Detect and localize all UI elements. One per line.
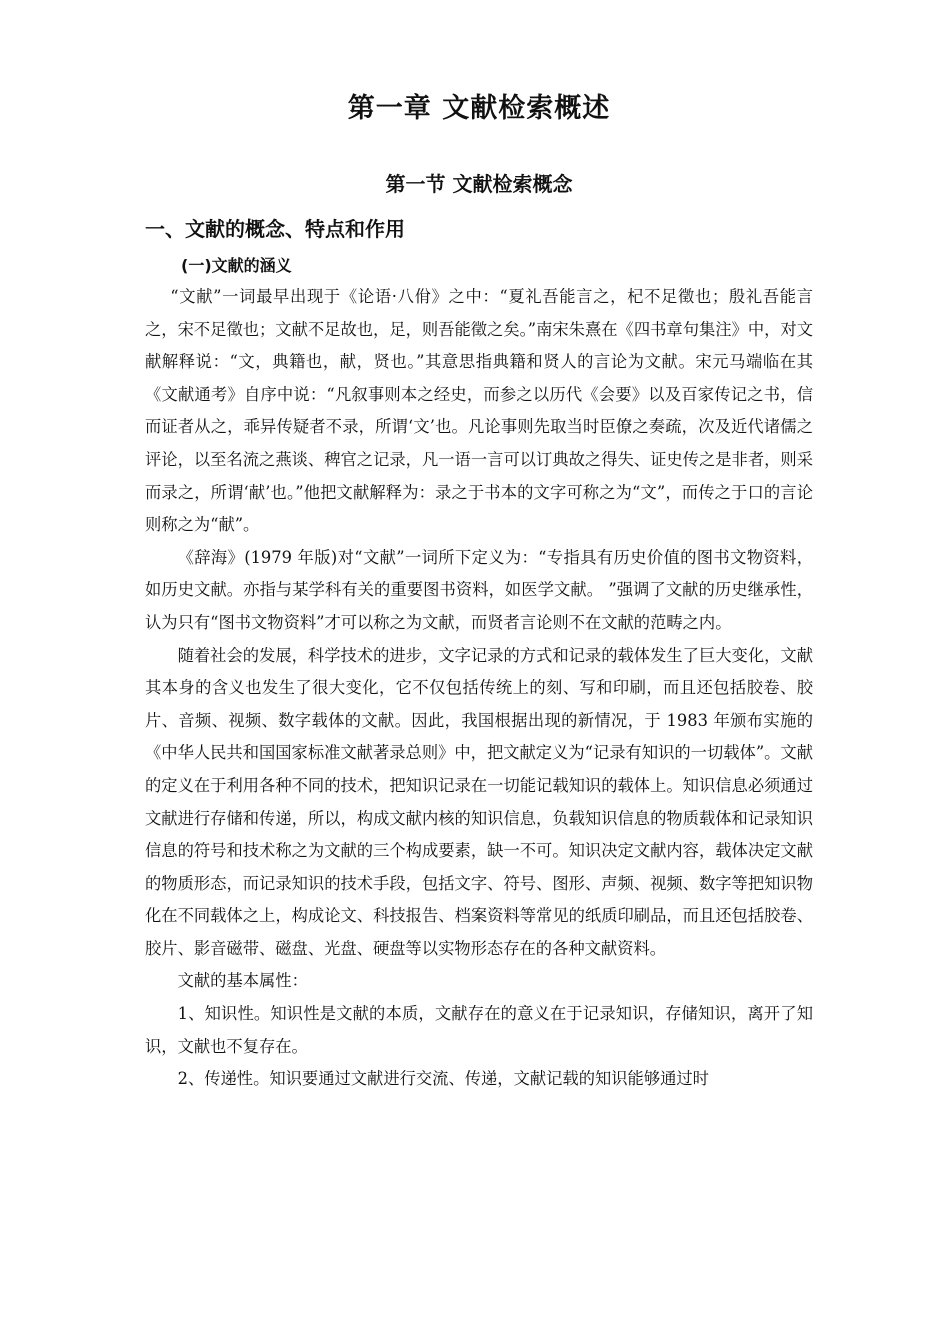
heading-level-1: 一、文献的概念、特点和作用 <box>145 217 405 241</box>
chapter-title: 第一章 文献检索概述 <box>347 93 611 124</box>
paragraph-cihai-definition: 《辞海》(1979 年版)对“文献”一词所下定义为：“专指具有历史价值的图书文物资料，如历史文献。亦指与某学科有关的重要图书资料，如医学文献。 ”强调了文献的历史继承性，认为只有“图书文物资料”才可以称之为文献，而贤者言论则不在文献的范畴之内。 <box>145 547 813 632</box>
paragraph-basic-attributes: 文献的基本属性： <box>177 971 308 991</box>
paragraph-definition-origin: “文献”一词最早出现于《论语·八佾》之中：“夏礼吾能言之，杞不足徵也；殷礼吾能言之，宋不足徵也；文献不足故也，足，则吾能徵之矣。”南宋朱熹在《四书章句集注》中，对文献解释说：“文，典籍也，献，贤也。”其意思指典籍和贤人的言论为文献。宋元马端临在其《文献通考》自序中说：“凡叙事则本之经史，而参之以历代《会要》以及百家传记之书，信而证者从之，乖异传疑者不录，所谓‘文’也。凡论事则先取当时臣僚之奏疏，次及近代诸儒之评论，以至名流之燕谈、稗官之记录，凡一语一言可以订典故之得失、证史传之是非者，则采而录之，所谓‘献’也。”他把文献解释为：录之于书本的文字可称之为“文”，而传之于口的言论则称之为“献”。 <box>145 287 813 535</box>
paragraph-modern-definition: 随着社会的发展，科学技术的进步，文字记录的方式和记录的载体发生了巨大变化，文献其本身的含义也发生了很大变化，它不仅包括传统上的刻、写和印刷，而且还包括胶卷、胶片、音频、视频、数字载体的文献。因此，我国根据出现的新情况，于 1983 年颁布实施的《中华人民共和国国家标准文献著录总则》中，把文献定义为“记录有知识的一切载体”。文献的定义在于利用各种不同的技术，把知识记录在一切能记载知识的载体上。知识信息必须通过文献进行存储和传递，所以，构成文献内核的知识信息，负载知识信息的物质载体和记录知识信息的符号和技术称之为文献的三个构成要素，缺一不可。知识决定文献内容，载体决定文献的物质形态，而记录知识的技术手段，包括文字、符号、图形、声频、视频、数字等把知识物化在不同载体之上，构成论文、科技报告、档案资料等常见的纸质印刷品，而且还包括胶卷、胶片、影音磁带、磁盘、光盘、硬盘等以实物形态存在的各种文献资料。 <box>145 645 813 958</box>
body-text <box>145 281 813 1096</box>
heading-level-2: (一)文献的涵义 <box>181 256 292 275</box>
paragraph-attribute-knowledge: 1、知识性。知识性是文献的本质，文献存在的意义在于记录知识，存储知识，离开了知识，文献也不复存在。 <box>145 1004 813 1056</box>
paragraph-attribute-transmission: 2、传递性。知识要通过文献进行交流、传递，文献记载的知识能够通过时 <box>177 1069 709 1089</box>
section-title: 第一节 文献检索概念 <box>385 172 573 196</box>
